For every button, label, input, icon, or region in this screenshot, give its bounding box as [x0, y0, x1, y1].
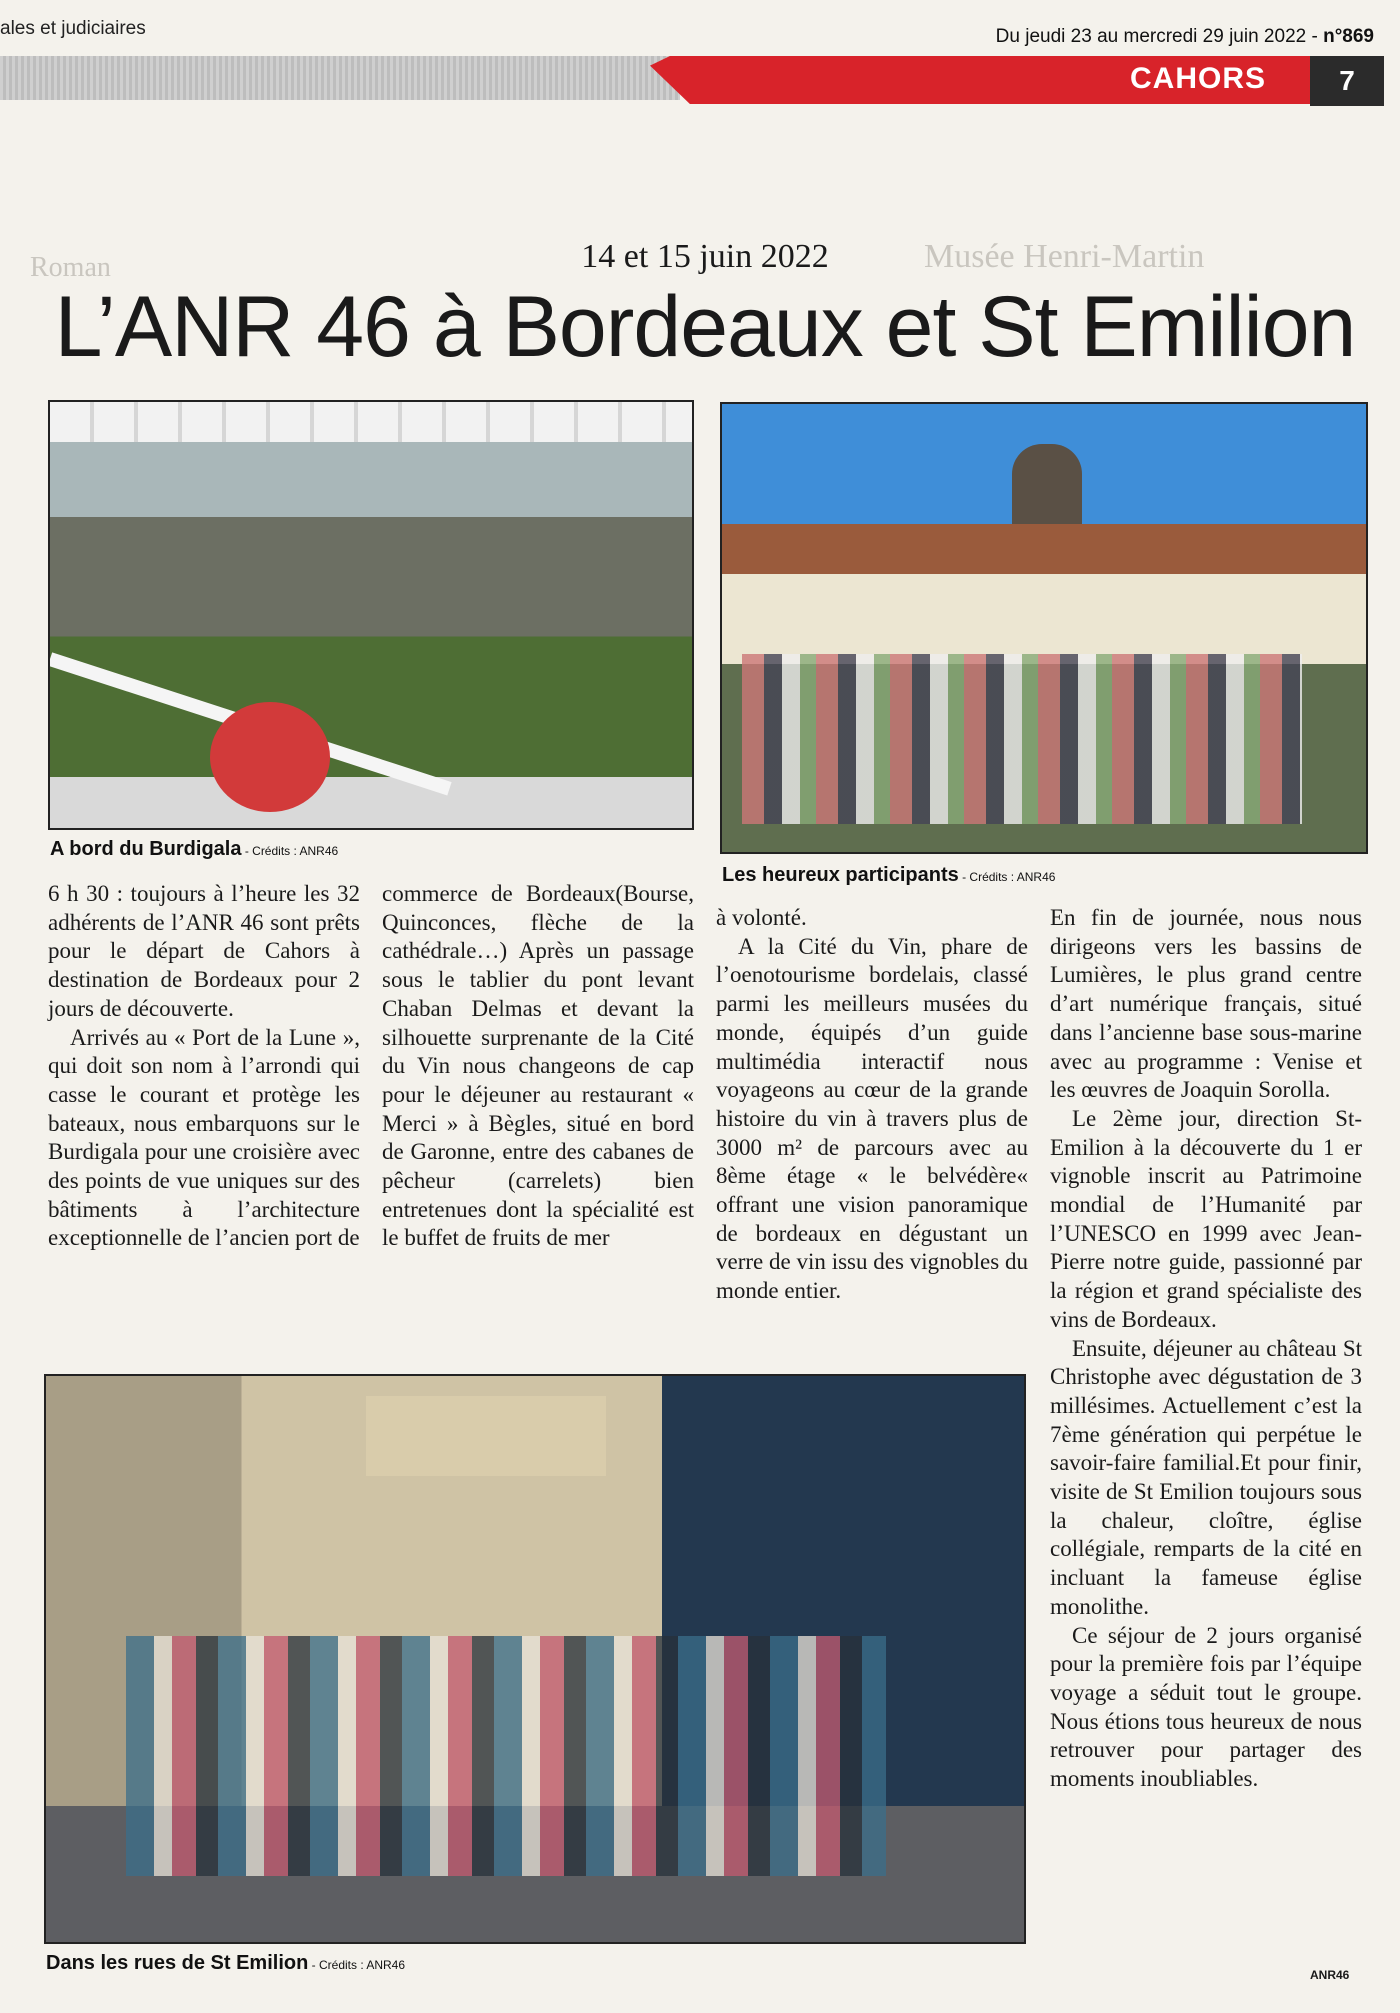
group-in-street — [126, 1636, 886, 1876]
boat-cruise-photo — [48, 400, 694, 830]
photo-caption — [46, 1952, 405, 1975]
photo-credit: - Crédits : ANR46 — [958, 870, 1056, 884]
paragraph: commerce de Bordeaux(Bourse, Quinconces, flèche de la cathédrale…) Après un passage sous le tablier du pont levant Chaban Delmas et devant la silhouette surprenante de la Cité du Vin nous changeons de cap pour le déjeuner au restaurant « Merci » à Bègles, situé en bord de Garonne, entre des cabanes de pêcheur (carrelets) bien entretenues dont la spécialité est le buffet de fruits de mer — [382, 881, 694, 1251]
paragraph: Ensuite, déjeuner au château St Christophe avec dégustation de 3 millésimes. Actuellement c’est la 7ème génération qui perpétue le savoir-faire familial.Et pour finir, visite de St Emilion toujours sous la chaleur, cloître, église collégiale, remparts de la cité en incluant la fameuse église monolithe. — [1050, 1335, 1362, 1619]
lifebuoy — [210, 702, 330, 812]
page-number: 7 — [1310, 56, 1384, 106]
group-photo — [720, 402, 1368, 854]
article-column-1 — [48, 880, 360, 1253]
article-dates: 14 et 15 juin 2022 — [581, 238, 829, 275]
section-fragment: ales et judiciaires — [0, 18, 146, 39]
article-title: L’ANR 46 à Bordeaux et St Emilion — [54, 279, 1356, 375]
bar-sign — [366, 1396, 606, 1476]
chateau-roof — [722, 524, 1366, 574]
caption-text: Les heureux participants — [722, 864, 959, 886]
header-grey-band — [0, 56, 680, 100]
bleed-through-text: Roman — [30, 252, 111, 283]
paragraph: En fin de journée, nous nous dirigeons vers les bassins de Lumières, le plus grand centre d’art numérique français, situé dans l’ancienne base sous-marine avec au programme : Venise et les œuvres de Joaquin Sorolla. — [1050, 905, 1362, 1103]
photo-caption — [722, 864, 1055, 887]
photo-caption — [50, 838, 338, 861]
date-range: Du jeudi 23 au mercredi 29 juin 2022 - — [995, 26, 1324, 47]
paragraph: Arrivés au « Port de la Lune », qui doit son nom à l’arrondi qui casse le courant et protège les bateaux, nous embarquons sur le Burdigala pour une croisière avec des points de vue uniques sur des bâtiments à l’architecture exceptionnelle de l’ancien port de — [48, 1024, 360, 1251]
article-signature: ANR46 — [1310, 1968, 1350, 1982]
article-column-2 — [382, 880, 694, 1253]
bleed-through-text: Musée Henri-Martin — [924, 238, 1205, 275]
boat-awning — [50, 402, 692, 442]
paragraph: Ce séjour de 2 jours organisé pour la première fois par l’équipe voyage a séduit tout le groupe. Nous étions tous heureux de nous retrouver pour partager des moments inoubliables. — [1050, 1622, 1362, 1792]
section-label: CAHORS — [1130, 62, 1267, 95]
issue-number: n°869 — [1323, 26, 1374, 47]
article-column-4 — [1050, 904, 1362, 1794]
paragraph: 6 h 30 : toujours à l’heure les 32 adhérents de l’ANR 46 sont prêts pour le départ de Cahors à destination de Bordeaux pour 2 jours de découverte. — [48, 881, 360, 1021]
chateau-facade — [722, 574, 1366, 664]
issue-date — [996, 26, 1374, 48]
group-of-participants — [742, 654, 1302, 824]
paragraph: Le 2ème jour, direction St-Emilion à la découverte du 1 er vignoble inscrit au Patrimoine mondial de l’Humanité par l’UNESCO en 1999 avec Jean-Pierre notre guide, passionné par la région et grand spécialiste des vins de Bordeaux. — [1050, 1105, 1362, 1332]
paragraph: à volonté. — [716, 905, 807, 930]
caption-text: Dans les rues de St Emilion — [46, 1952, 309, 1974]
article-column-3 — [716, 904, 1028, 1306]
photo-credit: - Crédits : ANR46 — [308, 1958, 406, 1972]
caption-text: A bord du Burdigala — [50, 838, 242, 860]
street-photo — [44, 1374, 1026, 1944]
photo-credit: - Crédits : ANR46 — [241, 844, 339, 858]
paragraph: A la Cité du Vin, phare de l’oenotourisme bordelais, classé parmi les meilleurs musées du monde, équipés d’un guide multimédia interactif nous voyageons au cœur de la grande histoire du vin à travers plus de 3000 m² de parcours avec au 8ème étage « le belvédère« offrant une vision panoramique de bordeaux en dégustant un verre de vin issu des vignobles du monde entier. — [716, 933, 1028, 1304]
